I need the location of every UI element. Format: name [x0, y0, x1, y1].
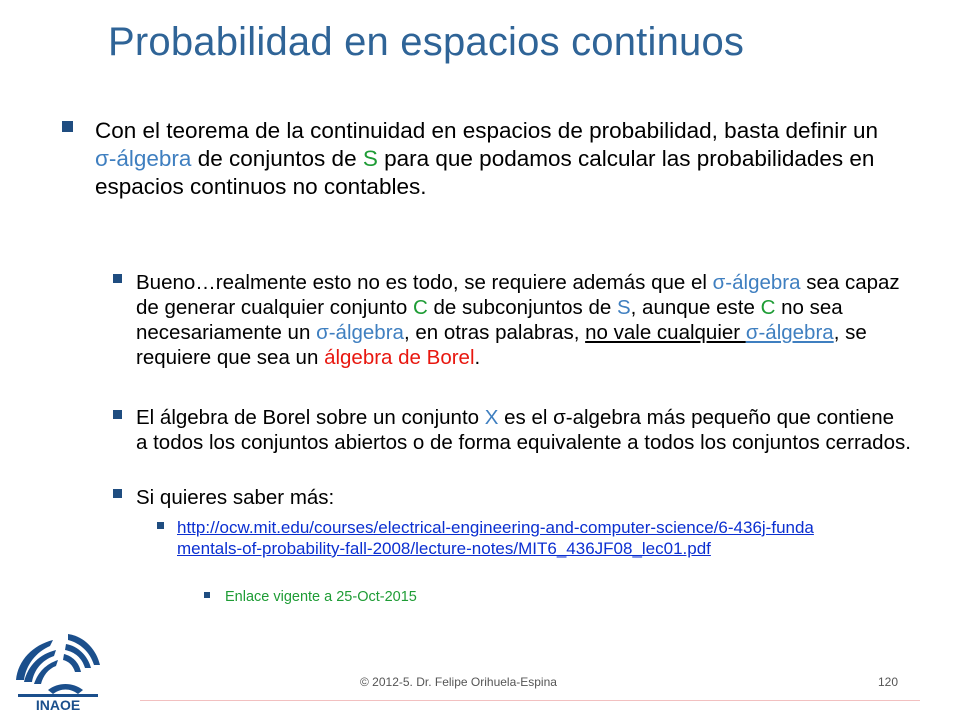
bullet-square-icon	[113, 489, 122, 498]
slide-title: Probabilidad en espacios continuos	[108, 20, 745, 64]
footer-copyright: © 2012-5. Dr. Felipe Orihuela-Espina	[360, 675, 557, 689]
page-number: 120	[878, 675, 899, 689]
inaoe-logo-icon	[8, 610, 108, 715]
link-validity-note: Enlace vigente a 25-Oct-2015	[225, 589, 417, 605]
reference-link[interactable]: http://ocw.mit.edu/courses/electrical-engineering-and-computer-science/6-436j-fundamentals-of-probability-fall-2008/lecture-notes/MIT6_436JF08_lec01.pdf	[177, 518, 814, 558]
bullet-1-text: Con el teorema de la continuidad en espacios de probabilidad, basta definir un σ-álgebra de conjuntos de S para que podamos calcular las probabilidades en espacios continuos no contables.	[95, 118, 879, 199]
bullet-square-icon	[62, 121, 73, 132]
bullet-square-icon	[204, 592, 210, 598]
footer-divider	[140, 700, 920, 701]
bullet-square-icon	[157, 522, 164, 529]
bullet-3-text: El álgebra de Borel sobre un conjunto X es el σ-algebra más pequeño que contiene a todos los conjuntos abiertos o de forma equivalente a todos los conjuntos cerrados.	[136, 406, 911, 454]
bullet-4-text: Si quieres saber más:	[136, 486, 335, 509]
bullet-square-icon	[113, 410, 122, 419]
bullet-2-text: Bueno…realmente esto no es todo, se requiere además que el σ-álgebra sea capaz de generar cualquier conjunto C de subconjuntos de S, aunque este C no sea necesariamente un σ-álgebra, en otras palabras, no vale cualquier σ-álgebra, se requiere que sea un álgebra de Borel.	[136, 271, 900, 369]
reference-link-container	[177, 517, 817, 559]
inaoe-logo	[8, 610, 108, 715]
logo-text: INAOE	[35, 697, 81, 713]
bullet-square-icon	[113, 274, 122, 283]
